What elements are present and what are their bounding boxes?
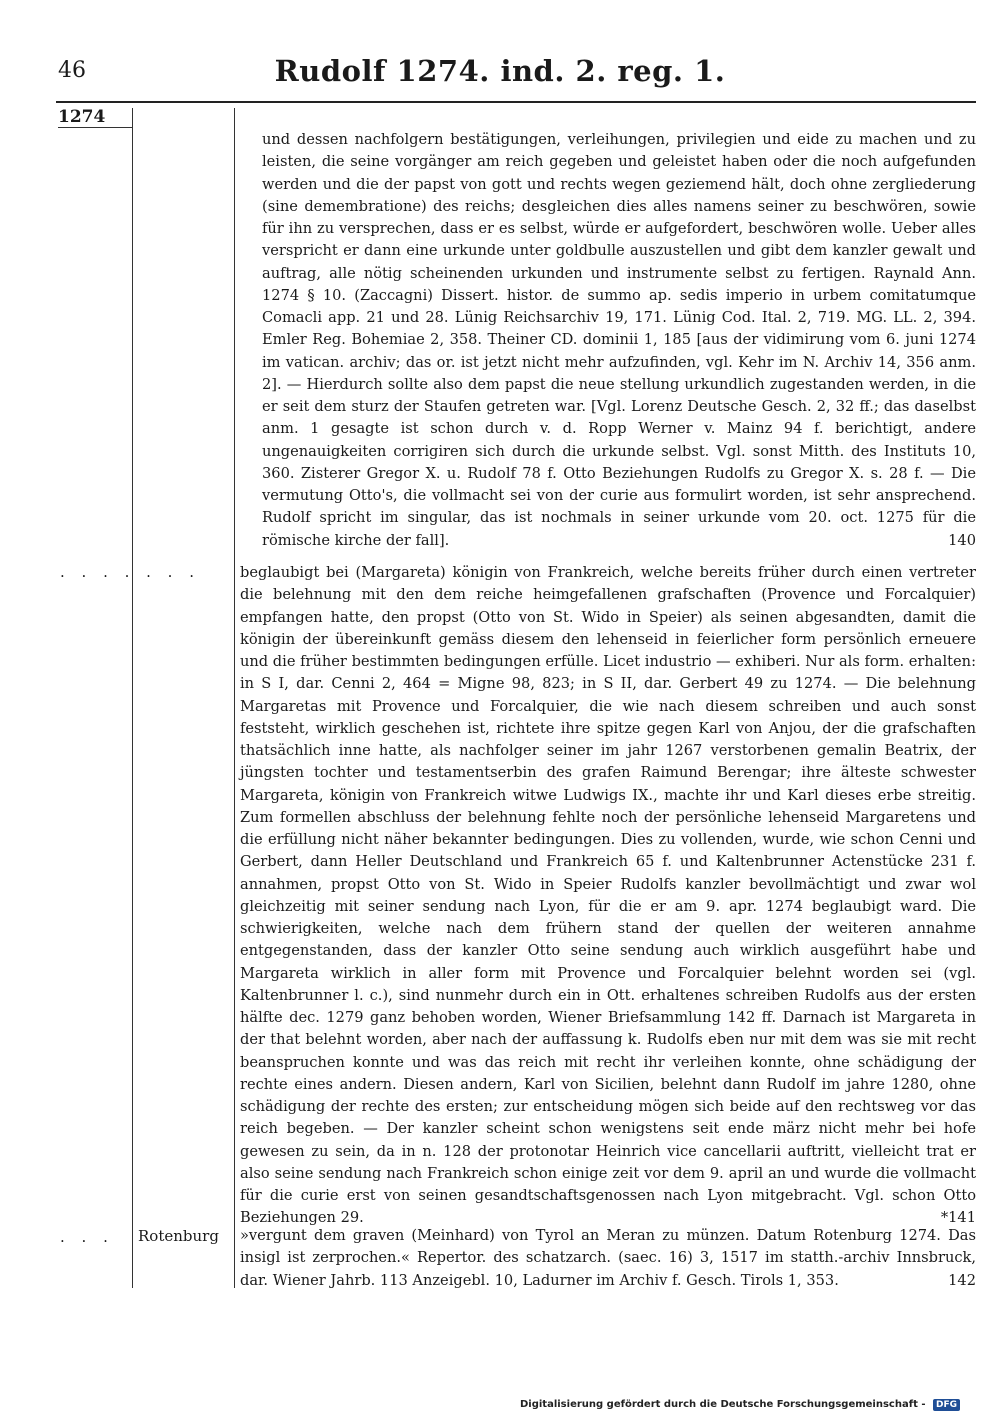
year-label: 1274 (58, 107, 106, 127)
column-rule-place (234, 108, 235, 1288)
column-rule-date (132, 108, 133, 1288)
register-number: *141 (940, 1209, 976, 1227)
year-underline (58, 127, 132, 128)
digitization-footer (520, 1399, 960, 1411)
register-number: 140 (948, 531, 976, 549)
page-number: 46 (58, 58, 86, 83)
entry-date: . . . (60, 1228, 114, 1246)
entry-date: . . . . . . . (60, 563, 200, 581)
register-number: 142 (948, 1271, 976, 1289)
dfg-logo: DFG (933, 1399, 960, 1411)
running-title: Rudolf 1274. ind. 2. reg. 1. (274, 54, 726, 88)
entry-text: und dessen nachfolgern bestätigungen, verleihungen, privilegien und eide zu machen und zu leisten, die seine vorgänger am reich gegeben und geleistet haben oder die noch aufgefunden werden und die der papst von gott und rechts wegen geziemend hält, doch ohne zergliederung (sine demembratione) des reichs; desgleichen dies alles namens seiner zu beschwören, sowie für ihn zu versprechen, dass er es selbst, würde er aufgefordert, beschwören wolle. Ueber alles verspricht er dann eine urkunde unter goldbulle auszustellen und gibt dem kanzler gewalt und auftrag, alle nötig scheinenden urkunden und instrumente selbst zu fertigen. Raynald Ann. 1274 § 10. (Zaccagni) Dissert. histor. de summo ap. sedis imperio in urbem comitatumque Comacli app. 21 und 28. Lünig Reichsarchiv 19, 171. Lünig Cod. Ital. 2, 719. MG. LL. 2, 394. Emler Reg. Bohemiae 2, 358. Theiner CD. dominii 1, 185 [aus der vidimirung vom 6. juni 1274 im vatican. archiv; das or. ist jetzt nicht mehr aufzufinden, vgl. Kehr im N. Archiv 14, 356 anm. 2]. — Hierdurch sollte also dem papst die neue stellung urkundlich zugestanden werden, in die er seit dem sturz der Staufen getreten war. [Vgl. Lorenz Deutsche Gesch. 2, 32 ff.; das daselbst anm. 1 gesagte ist schon durch v. d. Ropp Werner v. Mainz 94 f. berichtigt, andere ungenauigkeiten corrigiren sich durch die urkunde selbst. Vgl. sonst Mitth. des Instituts 10, 360. Zisterer Gregor X. u. Rudolf 78 f. Otto Beziehungen Rudolfs zu Gregor X. s. 28 f. — Die vermutung Otto's, die vollmacht sei von der curie aus formulirt worden, ist sehr ansprechend. Rudolf spricht im singular, das ist nochmals in seiner urkunde vom 20. oct. 1275 für die römische kirche der fall]. (262, 131, 976, 549)
entry-text: beglaubigt bei (Margareta) königin von Frankreich, welche bereits früher durch einen vertreter die belehnung mit den dem reiche heimgefallenen grafschaften (Provence und Forcalquier) empfangen hatte, den propst (Otto von St. Wido in Speier) als seinen abgesandten, damit die königin der übereinkunft gemäss diesem den lehenseid in feierlicher form persönlich erneuere und die früher bestimmten bedingungen erfülle. Licet industrio — exhiberi. Nur als form. erhalten: in S I, dar. Cenni 2, 464 = Migne 98, 823; in S II, dar. Gerbert 49 zu 1274. — Die belehnung Margaretas mit Provence und Forcalquier, die wie nach diesem schreiben und auch sonst feststeht, wirklich geschehen ist, richtete ihre spitze gegen Karl von Anjou, der die grafschaften thatsächlich inne hatte, als nachfolger seiner im jahr 1267 verstorbenen gemalin Beatrix, der jüngsten tochter und testamentserbin des grafen Raimund Berengar; ihre älteste schwester Margareta, königin von Frankreich witwe Ludwigs IX., machte ihr und Karl dieses erbe streitig. Zum formellen abschluss der belehnung fehlte noch der persönliche lehenseid Margaretens und die erfüllung nicht näher bekannter bedingungen. Dies zu vollenden, wurde, wie schon Cenni und Gerbert, dann Heller Deutschland und Frankreich 65 f. und Kaltenbrunner Actenstücke 231 f. annahmen, propst Otto von St. Wido in Speier Rudolfs kanzler bevollmächtigt und zwar wol gleichzeitig mit seiner sendung nach Lyon, für die er am 9. apr. 1274 beglaubigt ward. Die schwierigkeiten, welche nach dem frühern stand der quellen der weiteren annahme entgegenstanden, dass der kanzler Otto seine sendung auch wirklich ausgeführt habe und Margareta wirklich in aller form mit Provence und Forcalquier belehnt worden sei (vgl. Kaltenbrunner l. c.), sind nunmehr durch ein in Ott. erhaltenes schreiben Rudolfs aus der ersten hälfte dec. 1279 ganz behoben worden, Wiener Briefsammlung 142 ff. Darnach ist Margareta in der that belehnt worden, aber nach der auffassung k. Rudolfs eben nur mit dem was sie mit recht beanspruchen konnte und was das reich mit recht ihr verleihen konnte, ohne schädigung der rechte eines andern. Diesen andern, Karl von Sicilien, belehnt dann Rudolf im jahre 1280, ohne schädigung der rechte des ersten; zur entscheidung mögen sich beide auf den rechtsweg vor das reich begeben. — Der kanzler scheint schon wenigstens seit ende märz nicht mehr bei hofe gewesen zu sein, da in n. 128 der protonotar Heinrich vice cancellarii auftritt, vielleicht trat er also seine sendung nach Frankreich schon einige zeit vor dem 9. april an und wurde die vollmacht für die curie erst von seinen gesandtschaftsgenossen nach Lyon mitgebracht. Vgl. schon Otto Beziehungen 29. (240, 564, 976, 1227)
entry-text: »vergunt dem graven (Meinhard) von Tyrol an Meran zu münzen. Datum Rotenburg 1274. Das insigl ist zerprochen.« Repertor. des schatzarch. (saec. 16) 3, 1517 im statth.-archiv Innsbruck, dar. Wiener Jahrb. 113 Anzeigebl. 10, Ladurner im Archiv f. Gesch. Tirols 1, 353. (240, 1227, 976, 1289)
header-rule (56, 101, 976, 103)
entry-place: Rotenburg (138, 1227, 219, 1245)
entry-text-block (240, 1225, 976, 1292)
entry-text-block (262, 129, 976, 552)
entry-text-block (240, 562, 976, 1230)
footer-note: Digitalisierung gefördert durch die Deutsche Forschungsgemeinschaft - (519, 1399, 926, 1410)
